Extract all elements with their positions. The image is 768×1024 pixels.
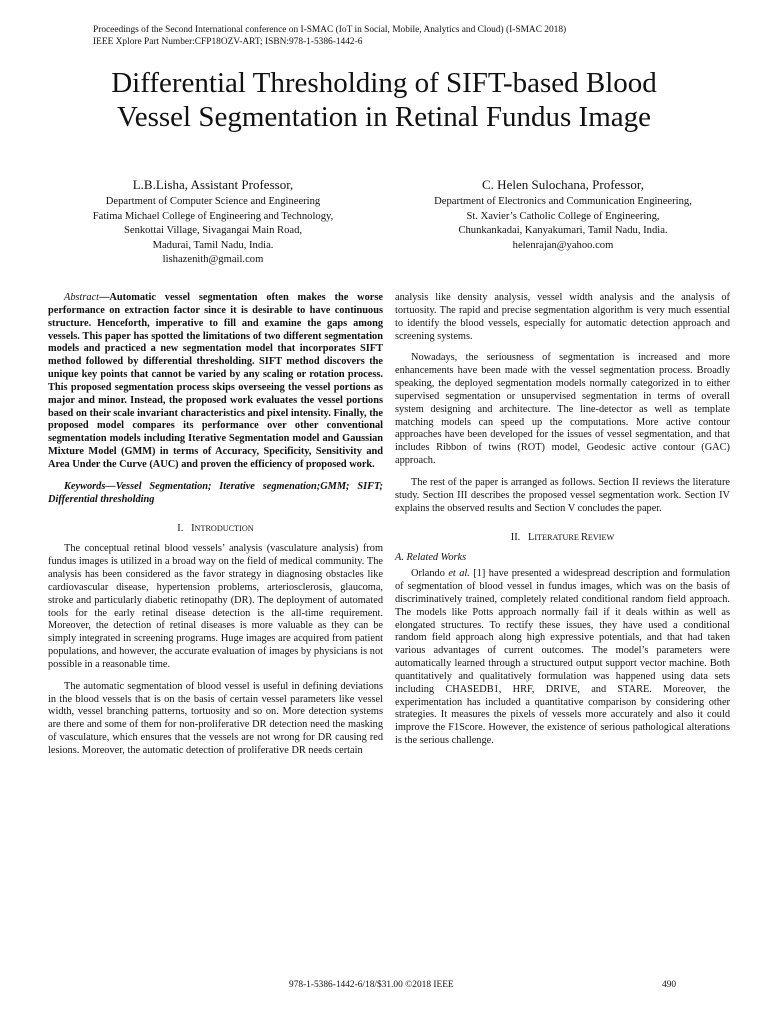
author-affiliation-line: Madurai, Tamil Nadu, India. (152, 239, 274, 251)
section-heading-literature-review: II. LITERATURE REVIEW (510, 531, 615, 543)
abstract (48, 292, 383, 472)
paragraph-related-works: Orlando et al. [1] have presented a widespread description and formulation of segmentation of blood vessel in fundus images, which was on the basis of discriminatively trained, completely related conditional random field approach. The models like Potts approach normally fail if it deals within as well as elongated structures. To rectify these issues, they have used a conditional random field approach along high expressive potentials, and that had taken various advantages of current outcomes. The model’s parameters were automatically learned through a structured output support vector machine. Both quantitatively and qualitatively formulation was happened using data sets including CHASEDB1, HRF, DRIVE, and STARE. Moreover, the experimentation has included a quantitative comparison by considering other strategies. It measures the pixels of vessels more accurately and also it could improve the F1Score. However, the existence of serious pathological alterations is the serious challenge. (395, 568, 730, 747)
author-affiliation-line: Department of Electronics and Communication Engineering, (434, 196, 692, 207)
paragraph: Nowadays, the seriousness of segmentation is increased and more enhancements have been made with the vessel segmentation process. Broadly speaking, the deployed segmentation models normally categorized in to either supervised segmentation or unsupervised segmentation in terms of overall system designing and architecture. The line-detector as well as template matching models can speed up the computations. More active contour approaches have been developed for the issues of vessel segmentation, and that includes Ribbon of twins (ROT) model, Geodesic active contour (GAC) approach. (395, 352, 730, 467)
keywords: Keywords—Vessel Segmentation; Iterative segmenation;GMM; SIFT; Differential thresholding (48, 480, 383, 505)
author-affiliation-line: Department of Computer Science and Engineering (105, 196, 321, 207)
paragraph: The conceptual retinal blood vessels’ analysis (vasculature analysis) from fundus images is utilized in a broad way on the field of medical community. The analysis has been considered as the favor strategy in diagnosing obstacles like cardiovascular disease, hypertension problems, arteriosclerosis, glaucoma, stroke and particularly diabetic retinopathy (DR). The deployment of automated tools for the early retinal disease detection is the all-time requirement. Moreover, the detection of retinal diseases is more valuable as they can be simply integrated in screening programs. Huge images are acquired from patient populations, and however, the accurate evaluation of images by physicians is not possible in a reasonable time. (48, 543, 383, 670)
paragraph: The automatic segmentation of blood vessel is useful in defining deviations in the blood vessels that is on the basis of certain vessel parameters like vessel width, vessel branching patterns, tortuosity and so on. More detection systems are there and some of them for non-proliferative DR detection need the masking of vasculature, which ensures that the vessels are not wrong for DR causing red lesions. Moreover, the automatic detection of proliferative DR needs certain (48, 680, 383, 756)
author-name: C. Helen Sulochana, Professor, (482, 177, 644, 192)
page-number: 490 (662, 980, 677, 990)
subsection-heading: A. Related Works (395, 552, 467, 564)
title-line-1: Differential Thresholding of SIFT-based Blood (111, 67, 657, 99)
paragraph: The rest of the paper is arranged as follows. Section II reviews the literature study. Section III describes the proposed vessel segmentation work. Section IV explains the observed results and Section V concludes the paper. (395, 476, 730, 514)
header-line-1: Proceedings of the Second International conference on I-SMAC (IoT in Social, Mobile, Analytics and Cloud) (I-SMAC 2018) (93, 25, 567, 35)
author-affiliation-line: Chunkankadai, Kanyakumari, Tamil Nadu, India. (458, 225, 668, 237)
proceedings-header (93, 24, 566, 48)
author-affiliation-line: St. Xavier’s Catholic College of Engineering, (466, 210, 660, 222)
author-name: L.B.Lisha, Assistant Professor, (132, 177, 294, 192)
paper-title (40, 66, 728, 134)
paragraph: analysis like density analysis, vessel width analysis and the analysis of tortuosity. The rapid and precise segmentation algorithm is very much essential to identify the blood vessels, especially for automatic detection approach and screening systems. (395, 292, 730, 342)
abstract-lead: Abstract (64, 292, 100, 303)
author-email: lishazenith@gmail.com (162, 254, 264, 266)
author-block-1 (48, 176, 378, 268)
author-affiliation-line: Fatima Michael College of Engineering and Technology, (92, 210, 334, 222)
author-email: helenrajan@yahoo.com (512, 239, 614, 251)
section-heading-introduction: I. INTRODUCTION (177, 522, 254, 534)
author-affiliation-line: Senkottai Village, Sivagangai Main Road, (123, 225, 303, 237)
author-block-2 (398, 176, 728, 253)
left-column (48, 292, 383, 767)
title-line-2: Vessel Segmentation in Retinal Fundus Image (116, 101, 651, 133)
abstract-text: —Automatic vessel segmentation often makes the worse performance on extraction factor since it is desirable to have continuous structure. Henceforth, imperative to fill and examine the gaps among vessels. This paper has spotted the limitations of two different segmentation models and practiced a new segmentation model that incorporates SIFT method followed by differential thresholding. SIFT method discovers the unique key points that cannot be varied by any scaling or rotation process. This proposed segmentation process skips overseeing the vessel portions as major and minor. Instead, the proposed work evaluates the vessel portions based on their scale invariant characteristics and pixel intensity. Finally, the proposed model compares its performance over other conventional segmentation models including Iterative Segmentation model and Gaussian Mixture Model (GMM) in terms of Accuracy, Specificity, Sensitivity and Area Under the Curve (AUC) and proven the efficiency of proposed work. (48, 292, 383, 470)
right-column (395, 292, 730, 757)
copyright-notice: 978-1-5386-1442-6/18/$31.00 ©2018 IEEE (289, 980, 454, 990)
header-line-2: IEEE Xplore Part Number:CFP18OZV-ART; ISBN:978-1-5386-1442-6 (93, 37, 363, 47)
